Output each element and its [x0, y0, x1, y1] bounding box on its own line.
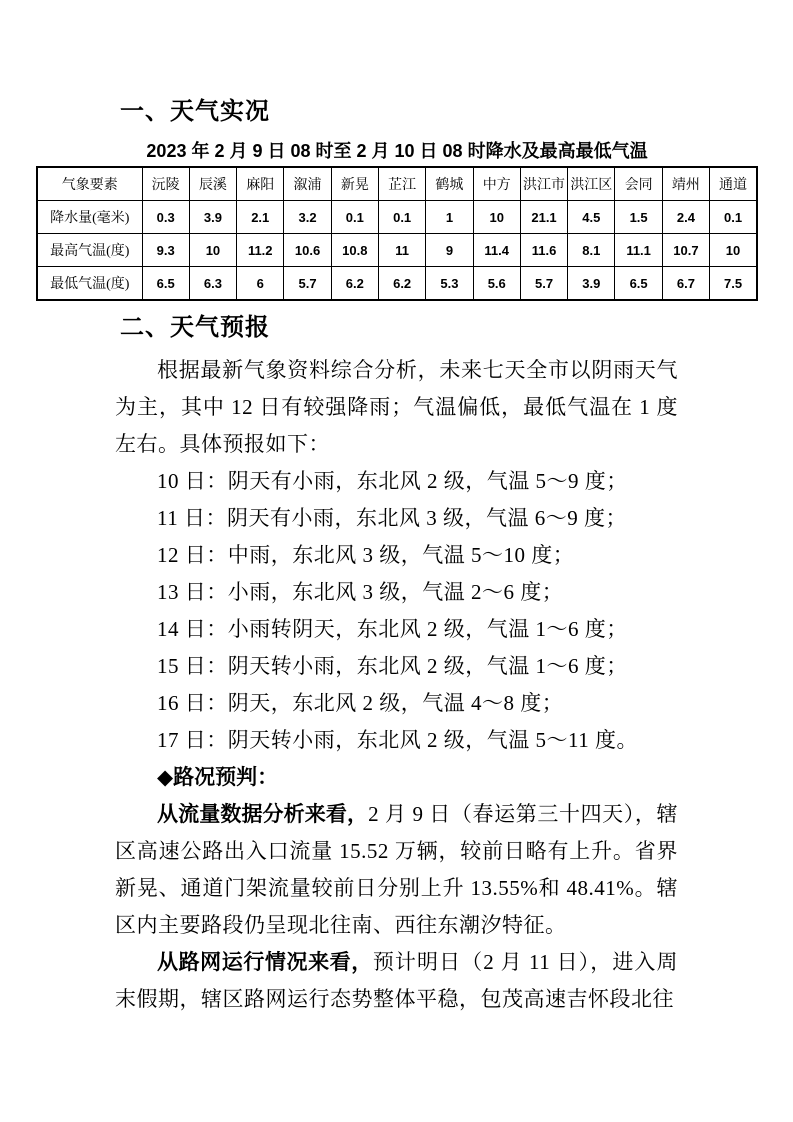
forecast-line-day17: 17 日：阴天转小雨，东北风 2 级，气温 5～11 度。 — [157, 728, 638, 752]
table-cell-value: 10.8 — [331, 234, 378, 267]
table-row — [37, 267, 757, 301]
table-cell-value: 21.1 — [520, 201, 567, 234]
column-header-city: 会同 — [615, 167, 662, 201]
column-header-city: 溆浦 — [284, 167, 331, 201]
forecast-line-day10: 10 日：阴天有小雨，东北风 2 级，气温 5～9 度； — [157, 469, 628, 493]
column-header-city: 洪江市 — [520, 167, 567, 201]
table-cell-value: 9 — [426, 234, 473, 267]
traffic-flow-body: 2 月 9 日（春运第三十四天），辖区高速公路出入口流量 15.52 万辆，较前日略有上升。省界新晃、通道门架流量较前日分别上升 13.55%和 48.41%。辖区内主要路段仍呈现北往南、西往东潮汐特征。 — [115, 802, 679, 937]
table-cell-value: 6.3 — [189, 267, 236, 301]
row-label: 最高气温(度) — [37, 234, 142, 267]
table-cell-value: 0.1 — [710, 201, 757, 234]
column-header-city: 洪江区 — [568, 167, 615, 201]
forecast-text-block — [115, 352, 678, 1018]
column-header-city: 鹤城 — [426, 167, 473, 201]
column-header-city: 芷江 — [378, 167, 425, 201]
table-cell-value: 1 — [426, 201, 473, 234]
table-cell-value: 11.2 — [237, 234, 284, 267]
column-header-city: 麻阳 — [237, 167, 284, 201]
row-label: 降水量(毫米) — [37, 201, 142, 234]
table-cell-value: 3.2 — [284, 201, 331, 234]
table-cell-value: 6.2 — [378, 267, 425, 301]
column-header-city: 沅陵 — [142, 167, 189, 201]
table-cell-value: 2.4 — [662, 201, 709, 234]
column-header-city: 靖州 — [662, 167, 709, 201]
table-cell-value: 10 — [710, 234, 757, 267]
table-cell-value: 2.1 — [237, 201, 284, 234]
road-paragraph-traffic-flow — [115, 796, 678, 944]
table-cell-value: 11.6 — [520, 234, 567, 267]
table-cell-value: 10.6 — [284, 234, 331, 267]
table-cell-value: 3.9 — [189, 201, 236, 234]
section1-heading: 一、天气实况 — [120, 98, 270, 125]
table-header-row — [37, 167, 757, 201]
table-cell-value: 10.7 — [662, 234, 709, 267]
network-status-lead: 从路网运行情况来看， — [157, 951, 373, 974]
road-paragraph-network-status — [115, 944, 678, 1018]
road-condition-heading — [115, 759, 678, 796]
table-row — [37, 201, 757, 234]
table-cell-value: 11.4 — [473, 234, 520, 267]
table-cell-value: 0.1 — [331, 201, 378, 234]
row-label: 最低气温(度) — [37, 267, 142, 301]
forecast-intro-paragraph: 根据最新气象资料综合分析，未来七天全市以阴雨天气为主，其中 12 日有较强降雨；气温偏低，最低气温在 1 度左右。具体预报如下： — [115, 358, 678, 456]
column-header-city: 辰溪 — [189, 167, 236, 201]
table-cell-value: 4.5 — [568, 201, 615, 234]
table-cell-value: 6.2 — [331, 267, 378, 301]
table-cell-value: 5.7 — [520, 267, 567, 301]
column-header-city: 中方 — [473, 167, 520, 201]
table-cell-value: 5.6 — [473, 267, 520, 301]
table-cell-value: 0.1 — [378, 201, 425, 234]
table-cell-value: 6.5 — [142, 267, 189, 301]
table-cell-value: 10 — [189, 234, 236, 267]
weather-table-title: 2023 年 2 月 9 日 08 时至 2 月 10 日 08 时降水及最高最低气温 — [146, 141, 648, 161]
table-cell-value: 6.5 — [615, 267, 662, 301]
table-cell-value: 8.1 — [568, 234, 615, 267]
table-cell-value: 3.9 — [568, 267, 615, 301]
section2-heading: 二、天气预报 — [120, 314, 270, 341]
weather-table — [36, 166, 758, 301]
forecast-line-day16: 16 日：阴天，东北风 2 级，气温 4～8 度； — [157, 691, 564, 715]
forecast-line-day11: 11 日：阴天有小雨，东北风 3 级，气温 6～9 度； — [157, 506, 627, 530]
table-cell-value: 10 — [473, 201, 520, 234]
table-cell-value: 9.3 — [142, 234, 189, 267]
forecast-line-day12: 12 日：中雨，东北风 3 级，气温 5～10 度； — [157, 543, 575, 567]
table-cell-value: 5.3 — [426, 267, 473, 301]
column-header-city: 通道 — [710, 167, 757, 201]
table-cell-value: 11.1 — [615, 234, 662, 267]
table-cell-value: 5.7 — [284, 267, 331, 301]
forecast-line-day13: 13 日：小雨，东北风 3 级，气温 2～6 度； — [157, 580, 564, 604]
table-cell-value: 1.5 — [615, 201, 662, 234]
network-status-body: 预计明日（2 月 11 日），进入周末假期，辖区路网运行态势整体平稳，包茂高速吉怀段北往 — [115, 950, 678, 1011]
forecast-line-day15: 15 日：阴天转小雨，东北风 2 级，气温 1～6 度； — [157, 654, 628, 678]
column-header-metric: 气象要素 — [37, 167, 142, 201]
table-cell-value: 6 — [237, 267, 284, 301]
table-cell-value: 0.3 — [142, 201, 189, 234]
table-row — [37, 234, 757, 267]
forecast-line-day14: 14 日：小雨转阴天，东北风 2 级，气温 1～6 度； — [157, 617, 628, 641]
column-header-city: 新晃 — [331, 167, 378, 201]
table-cell-value: 6.7 — [662, 267, 709, 301]
table-cell-value: 11 — [378, 234, 425, 267]
traffic-flow-lead: 从流量数据分析来看， — [157, 803, 369, 826]
diamond-bullet-heading: ◆路况预判： — [157, 766, 279, 789]
table-cell-value: 7.5 — [710, 267, 757, 301]
